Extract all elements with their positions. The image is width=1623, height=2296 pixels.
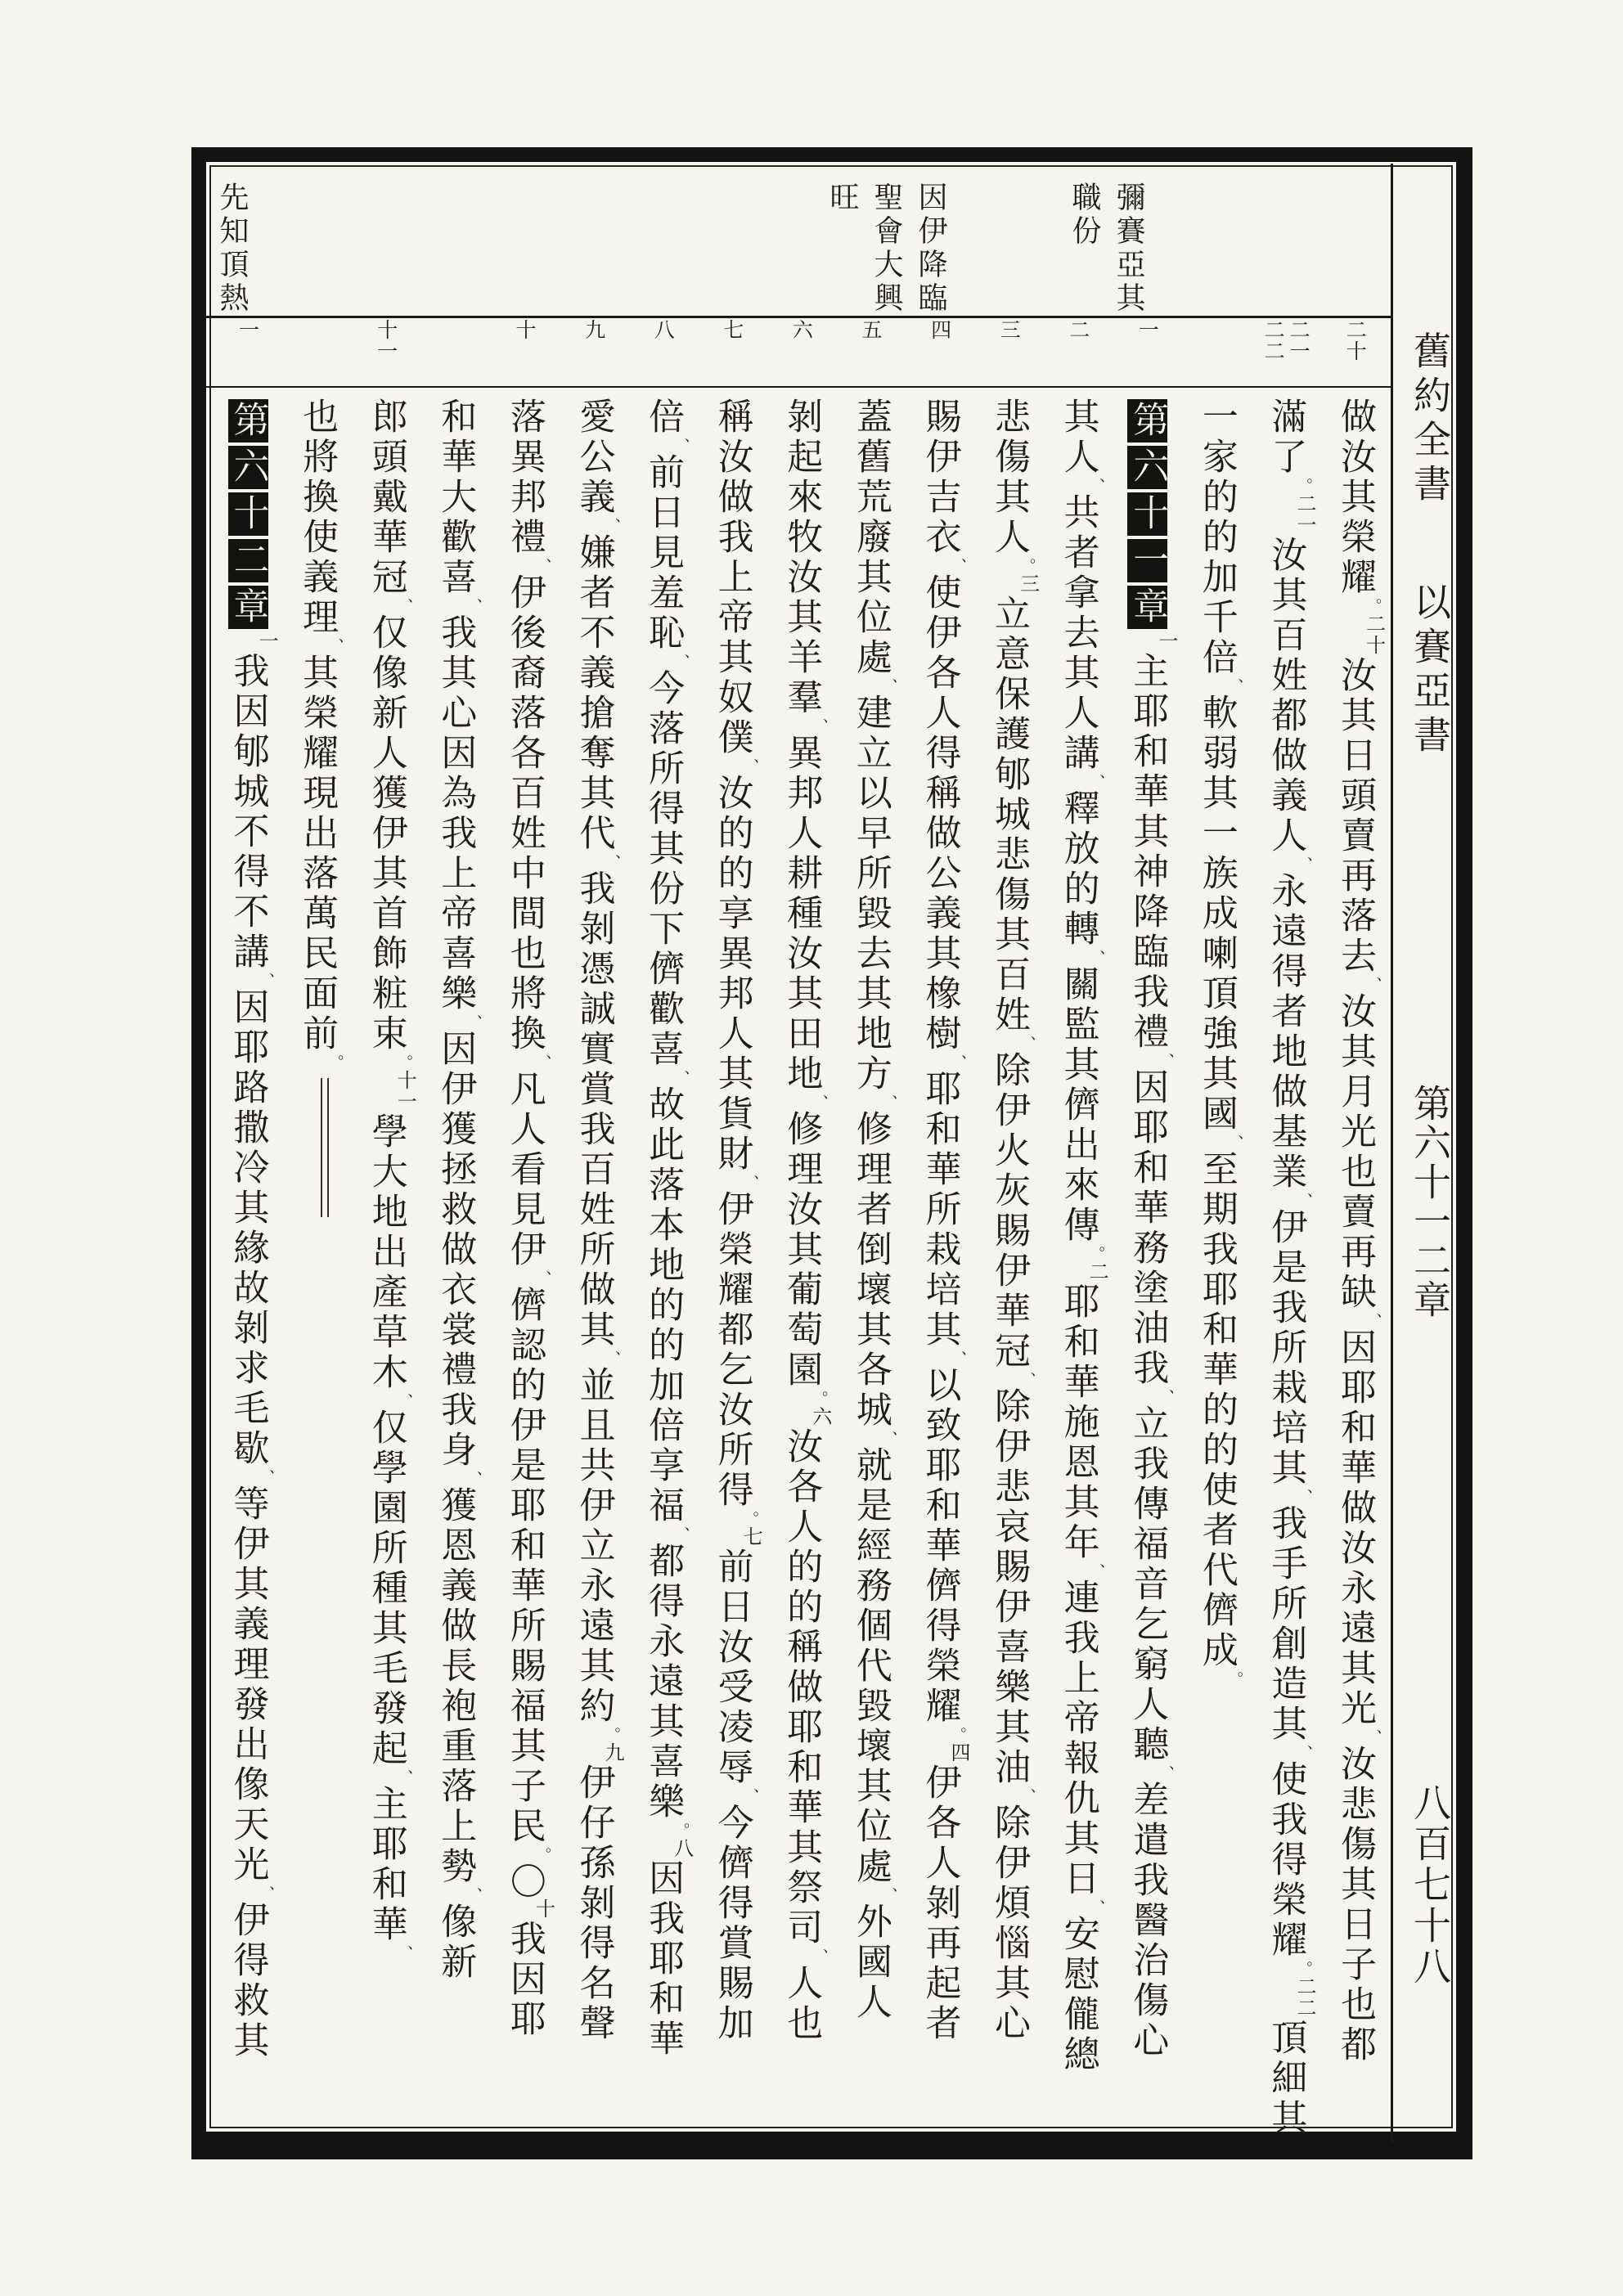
margin-verse-numbers-col-14	[420, 319, 490, 384]
punctuation-mark: 、	[1018, 1788, 1036, 1804]
punctuation-mark: 。	[1364, 598, 1382, 613]
punctuation-mark: 、	[464, 598, 482, 613]
punctuation-mark: 。	[1225, 1671, 1243, 1687]
chapter-label-cell: 十	[227, 494, 268, 534]
punctuation-mark: 、	[1364, 1313, 1382, 1328]
punctuation-mark: 、	[395, 1769, 413, 1785]
punctuation-mark: 、	[395, 1393, 413, 1409]
margin-verse-number: 十	[512, 319, 535, 340]
punctuation-mark: 、	[603, 1350, 621, 1366]
punctuation-mark: 。	[1018, 558, 1036, 573]
punctuation-mark: 、	[533, 558, 551, 573]
punctuation-mark: 、	[879, 1431, 897, 1446]
punctuation-mark: 、	[603, 518, 621, 533]
punctuation-mark: 、	[464, 1887, 482, 1903]
punctuation-mark: 、	[672, 1070, 690, 1085]
text-column-9: 剝起來牧汝其羊羣、異邦人耕種汝其田地、修理汝其葡萄園。六汝各人的的稱做耶和華其祭司、人也	[767, 398, 836, 2140]
punctuation-mark: 、	[1225, 678, 1243, 694]
punctuation-mark: 、	[810, 1948, 828, 1964]
punctuation-mark: 、	[1156, 1053, 1174, 1068]
inline-verse-number: 二	[1086, 1261, 1108, 1283]
annotation-line: 因伊降臨	[915, 182, 947, 316]
chapter-label-cell: 章	[1127, 587, 1168, 627]
punctuation-mark: 、	[879, 678, 897, 694]
punctuation-mark: 、	[395, 598, 413, 613]
text-column-10: 稱汝做我上帝其奴僕、汝的的享異邦人其貨財、伊榮耀都乞汝所得。七前日汝受凌辱、今儕得賞賜加	[697, 398, 767, 2140]
text-column-6: 悲傷其人。三立意保護郇城悲傷其百姓、除伊火灰賜伊華冠、除伊悲哀賜伊喜樂其油、除伊煩惱其心	[973, 398, 1043, 2140]
margin-verse-numbers-col-15	[351, 319, 420, 384]
punctuation-mark: 、	[1295, 856, 1312, 872]
inline-verse-number: 四	[947, 1742, 969, 1764]
punctuation-mark: 。	[1295, 478, 1312, 493]
inline-verse-number: 一	[1154, 631, 1176, 652]
margin-verse-numbers-col-11	[627, 319, 697, 384]
chapter-label-cell: 六	[227, 447, 268, 488]
text-column-1: 做汝其榮耀。二十汝其日頭賣再落去、汝其月光也賣再缺、因耶和華做汝永遠其光、汝悲傷其日子也都	[1320, 398, 1389, 2140]
punctuation-mark: 、	[1295, 1745, 1312, 1760]
chapter-end-rule	[321, 1078, 329, 1217]
margin-verse-number: 四	[928, 319, 951, 340]
punctuation-mark: 、	[1156, 1765, 1174, 1781]
punctuation-mark: 。	[603, 1727, 621, 1742]
margin-verse-number: 二	[1066, 319, 1089, 340]
annotation-line: 聖會大興	[870, 182, 903, 316]
header-rule-top	[206, 316, 1391, 318]
margin-verse-number: 六	[789, 319, 812, 340]
text-column-3: 一家的的加千倍、軟弱其一族成喇頂強其國、至期我耶和華的的使者代儕成。	[1181, 398, 1251, 2140]
title-column-rule	[1391, 164, 1393, 2143]
margin-verse-number: 一	[236, 319, 259, 340]
punctuation-mark: 、	[1364, 1729, 1382, 1745]
inline-verse-number: 九	[601, 1742, 623, 1764]
margin-verse-numbers-col-17	[213, 319, 282, 384]
inline-verse-number: 六	[808, 1406, 830, 1427]
margin-verse-numbers-col-7	[905, 319, 974, 384]
margin-verse-number: 五	[858, 319, 881, 340]
punctuation-mark: 、	[464, 1014, 482, 1030]
punctuation-mark: 、	[464, 1471, 482, 1486]
punctuation-mark: 。	[1295, 1961, 1312, 1976]
margin-verse-numbers-col-6	[973, 319, 1043, 384]
punctuation-mark: 、	[257, 1885, 275, 1901]
inline-verse-number: 二二	[1293, 1976, 1315, 2019]
punctuation-mark: 、	[603, 854, 621, 869]
margin-verse-number: 十一	[374, 319, 397, 362]
margin-verse-number: 七	[720, 319, 743, 340]
inline-verse-number: 二十	[1362, 613, 1384, 656]
margin-verse-numbers-col-12	[559, 319, 628, 384]
margin-verse-numbers-col-2	[1251, 319, 1320, 384]
main-text-area	[213, 398, 1389, 2140]
header-rule-bottom	[206, 386, 1391, 388]
punctuation-mark: 、	[879, 1887, 897, 1903]
margin-verse-number: 九	[582, 319, 605, 340]
margin-verse-number: 八	[651, 319, 674, 340]
text-column-4: 第六十一章一主耶和華其神降臨我禮、因耶和華務塗油我、立我傳福音乞窮人聽、差遣我醫治傷心	[1113, 398, 1182, 2140]
text-column-2: 滿了。二一汝其百姓都做義人、永遠得者地做基業、伊是我所栽培其、我手所創造其、使我得榮耀。二二頂細其	[1251, 398, 1320, 2140]
margin-verse-number: 二二	[1261, 319, 1284, 362]
punctuation-mark: 、	[1087, 478, 1105, 493]
punctuation-mark: 、	[1156, 1389, 1174, 1404]
punctuation-mark: 、	[741, 1788, 759, 1804]
punctuation-mark: 、	[257, 1469, 275, 1485]
punctuation-mark: 、	[672, 654, 690, 669]
punctuation-mark: 。	[326, 1054, 344, 1070]
punctuation-mark: 、	[533, 1270, 551, 1286]
annotation-messiah-office	[1067, 182, 1147, 316]
text-column-16: 也將換使義理、其榮耀現出落萬民面前。	[282, 398, 352, 2140]
punctuation-mark: 、	[1364, 977, 1382, 992]
punctuation-mark: 、	[1087, 1563, 1105, 1579]
annotation-line: 彌賽亞其	[1113, 182, 1145, 316]
punctuation-mark: 、	[1087, 950, 1105, 965]
inline-verse-number: 一	[255, 631, 277, 652]
punctuation-mark: 、	[879, 1094, 897, 1110]
punctuation-mark: 。	[810, 1391, 828, 1406]
text-column-7: 賜伊吉衣、使伊各人得稱做公義其橡樹、耶和華所栽培其、以致耶和華儕得榮耀。四伊各人剝再起者	[905, 398, 974, 2140]
text-column-11: 倍、前日見羞恥、今落所得其份下儕歡喜、故此落本地的的加倍享福、都得永遠其喜樂。八因我耶和華	[627, 398, 697, 2140]
annotation-line: 職份	[1068, 182, 1101, 249]
margin-verse-number: 二一	[1287, 319, 1310, 362]
annotation-line: 先知頂熱	[216, 182, 249, 316]
margin-verse-number: 三	[997, 319, 1020, 340]
punctuation-mark: 。	[949, 1727, 967, 1742]
punctuation-mark: 。	[533, 1847, 551, 1862]
punctuation-mark: 、	[672, 438, 690, 453]
chapter-label-cell: 章	[227, 587, 268, 627]
inline-verse-number: 八	[670, 1838, 692, 1859]
punctuation-mark: 。	[672, 1822, 690, 1838]
margin-verse-numbers-col-3	[1181, 319, 1251, 384]
annotation-prophet-zeal	[214, 182, 250, 316]
annotation-church-flourish	[825, 182, 949, 316]
inline-verse-number: 七	[740, 1526, 762, 1548]
punctuation-mark: 、	[1018, 1372, 1036, 1387]
punctuation-mark: 、	[1295, 1193, 1312, 1208]
inline-verse-number: 三	[1016, 573, 1038, 595]
punctuation-mark: 、	[949, 558, 967, 573]
punctuation-mark: 、	[1225, 1135, 1243, 1150]
annotation-line: 旺	[826, 182, 859, 215]
chapter-label-cell: 十	[1127, 494, 1168, 534]
punctuation-mark: 、	[741, 1175, 759, 1190]
margin-verse-numbers-col-9	[767, 319, 836, 384]
inline-verse-number: 十一	[393, 1070, 416, 1112]
text-column-14: 和華大歡喜、我其心因為我上帝喜樂、因伊獲拯救做衣裳禮我身、獲恩義做長袍重落上勢、像新	[420, 398, 490, 2140]
punctuation-mark: 、	[741, 758, 759, 774]
margin-verse-numbers-col-16	[281, 319, 351, 384]
margin-verse-numbers-col-1	[1320, 319, 1389, 384]
chapter-label-cell: 第	[1127, 401, 1168, 441]
punctuation-mark: 、	[257, 973, 275, 988]
punctuation-mark: 、	[949, 1350, 967, 1366]
punctuation-mark: 。	[1087, 1246, 1105, 1261]
punctuation-mark: 、	[395, 1945, 413, 1961]
text-column-5: 其人、共者拿去其人講、釋放的轉、關監其儕出來傳。二耶和華施恩其年、連我上帝報仇其日、安慰儱總	[1043, 398, 1113, 2140]
punctuation-mark: 、	[810, 1094, 828, 1110]
punctuation-mark: 、	[949, 1054, 967, 1070]
inline-verse-number: 十	[532, 1898, 554, 1920]
book-title: 舊約全書	[1409, 331, 1450, 508]
margin-verse-numbers-col-5	[1043, 319, 1113, 384]
section-title: 以賽亞書	[1409, 582, 1450, 759]
text-column-12: 愛公義、嫌者不義搶奪其代、我剝憑誠實賞我百姓所做其、並且共伊立永遠其約。九伊仔孫剝得名聲	[559, 398, 628, 2140]
chapter-label-cell: 六	[1127, 447, 1168, 488]
punctuation-mark: 、	[1087, 774, 1105, 789]
margin-verse-numbers-col-13	[489, 319, 559, 384]
chapter-label-cell: 二	[227, 541, 268, 581]
punctuation-mark: 。	[395, 1054, 413, 1070]
punctuation-mark: 、	[533, 1054, 551, 1070]
page-number: 八百七十八	[1409, 1783, 1450, 1988]
margin-verse-numbers-col-4	[1113, 319, 1182, 384]
text-column-8: 蓋舊荒廢其位處、建立以早所毀去其地方、修理者倒壞其各城、就是經務個代毀壞其位處、外國人	[835, 398, 905, 2140]
margin-verse-numbers-col-8	[835, 319, 905, 384]
text-column-17: 第六十二章一我因郇城不得不講、因耶路撒冷其緣故剝求毛歇、等伊其義理發出像天光、伊得救其	[213, 398, 282, 2140]
punctuation-mark: 。	[741, 1511, 759, 1526]
punctuation-mark: 、	[326, 638, 344, 654]
margin-verse-number: 二十	[1343, 319, 1366, 362]
text-column-15: 郎頭戴華冠、仅像新人獲伊其首飾粧束。十一學大地出產草木、仅學園所種其毛發起、主耶和華、	[351, 398, 420, 2140]
punctuation-mark: 、	[1295, 1489, 1312, 1504]
chapter-heading: 第六十一二章	[1409, 1084, 1450, 1319]
section-circle-mark: 〇	[504, 1862, 545, 1898]
punctuation-mark: 、	[672, 1526, 690, 1542]
inline-verse-number: 二一	[1293, 493, 1315, 536]
margin-verse-number: 一	[1135, 319, 1158, 340]
punctuation-mark: 、	[810, 718, 828, 734]
chapter-label-cell: 一	[1127, 541, 1168, 581]
punctuation-mark: 、	[1018, 1036, 1036, 1051]
punctuation-mark: 、	[1087, 1899, 1105, 1915]
chapter-label-cell: 第	[227, 401, 268, 441]
margin-verse-numbers-col-10	[697, 319, 767, 384]
text-column-13: 落異邦禮、伊後裔落各百姓中間也將換、凡人看見伊、儕認的伊是耶和華所賜福其子民。〇十我因耶	[489, 398, 559, 2140]
